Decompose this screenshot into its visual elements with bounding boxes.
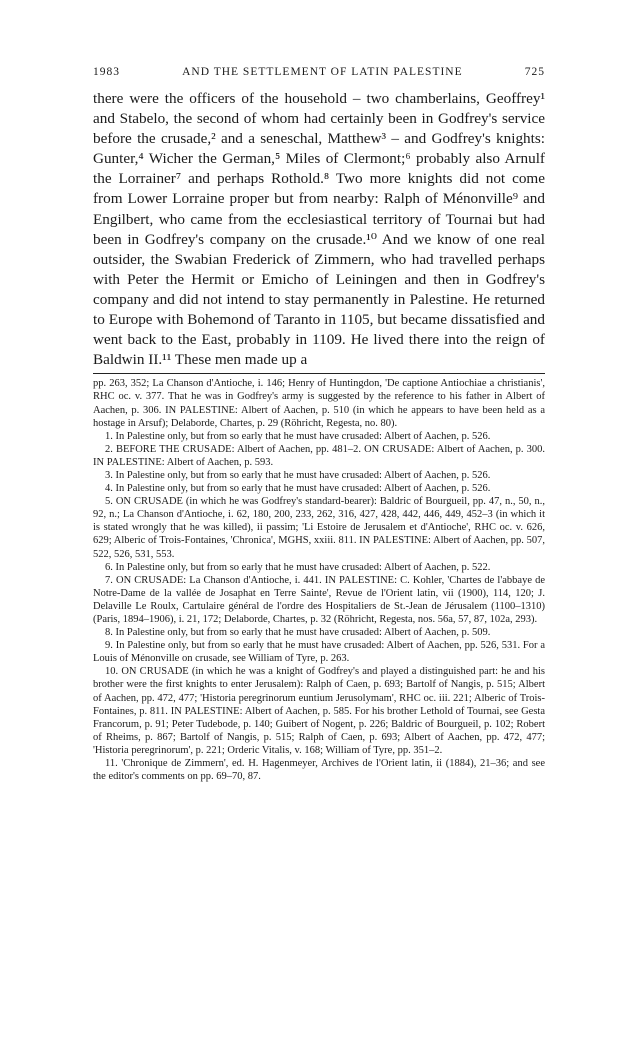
footnote-continuation: pp. 263, 352; La Chanson d'Antioche, i. 146; Henry of Huntingdon, 'De captione Antiochiae a christianis', RHC oc. v. 377. That he was in Godfrey's army is suggested by the reference to his father in Albert of Aachen, p. 306. IN PALESTINE: Albert of Aachen, p. 510 (in which he appears to have been held as a hostage in Arsuf); Delaborde, Chartes, p. 29 (Röhricht, Regesta, no. 80). — [93, 378, 545, 429]
footnote-4: 4. In Palestine only, but from so early that he must have crusaded: Albert of Aachen, p. 526. — [105, 483, 491, 495]
footnote-9: 9. In Palestine only, but from so early that he must have crusaded: Albert of Aachen, pp. 526, 531. For a Louis of Ménonville on crusade, see William of Tyre, p. 263. — [93, 640, 545, 665]
main-text — [93, 89, 545, 370]
footnote-5: 5. ON CRUSADE (in which he was Godfrey's standard-bearer): Baldric of Bourgueil, pp. 47, n., 50, n., 92, n.; La Chanson d'Antioche, i. 62, 180, 200, 233, 262, 316, 427, 428, 442, 446, 449, 452–3 (in which it is stated wrongly that he was killed), ii passim; 'Li Estoire de Jerusalem et d'Antioche', RHC oc. v. 626, 629; Alberic of Trois-Fontaines, 'Chronica', MGHS, xxiii. 811. IN PALESTINE: Albert of Aachen, pp. 507, 522, 526, 531, 553. — [93, 496, 545, 560]
running-head — [93, 66, 545, 86]
page-number: 725 — [524, 66, 545, 78]
footnote-6: 6. In Palestine only, but from so early that he must have crusaded: Albert of Aachen, p. 522. — [105, 561, 491, 573]
footnote-1: 1. In Palestine only, but from so early that he must have crusaded: Albert of Aachen, p. 526. — [105, 430, 491, 442]
main-paragraph: there were the officers of the household – two chamberlains, Geoffrey¹ and Stabelo, the second of whom had certainly been in Godfrey's service before the crusade,² and a seneschal, Matthew³ – and Godfrey's knights: Gunter,⁴ Wicher the German,⁵ Miles of Clermont;⁶ probably also Arnulf the Lorrainer⁷ and perhaps Rothold.⁸ Two more knights did not come from Lower Lorraine proper but from nearby: Ralph of Ménonville⁹ and Engilbert, who came from the ecclesiastical territory of Tournai but had been in Godfrey's company on the crusade.¹⁰ And we know of one real outsider, the Swabian Frederick of Zimmern, who had travelled perhaps with Peter the Hermit or Emicho of Leiningen and then in Godfrey's company and did not intend to stay permanently in Palestine. He returned to Europe with Bohemond of Taranto in 1105, but became dissatisfied and went back to the East, probably in 1109. He lived there into the reign of Baldwin II.¹¹ These men made up a — [93, 90, 545, 369]
page — [93, 66, 545, 783]
running-head-title: AND THE SETTLEMENT OF LATIN PALESTINE — [182, 66, 463, 78]
footnotes — [93, 377, 545, 783]
footnote-2: 2. BEFORE THE CRUSADE: Albert of Aachen, pp. 481–2. ON CRUSADE: Albert of Aachen, p. 300. IN PALESTINE: Albert of Aachen, p. 593. — [93, 443, 545, 468]
footnote-11: 11. 'Chronique de Zimmern', ed. H. Hagenmeyer, Archives de l'Orient latin, ii (1884), 21–36; and see the editor's comments on pp. 69–70, 87. — [93, 758, 545, 783]
footnote-10: 10. ON CRUSADE (in which he was a knight of Godfrey's and played a distinguished part: he and his brother were the first knights to enter Jerusalem): Ralph of Caen, p. 693; Bartolf of Nangis, p. 515; Albert of Aachen, pp. 472, 477; 'Historia peregrinorum euntium Jerusolymam', RHC oc. iii. 221; Alberic of Trois-Fontaines, p. 811. IN PALESTINE: Albert of Aachen, p. 585. For his brother Lethold of Tournai, see Gesta Francorum, p. 91; Peter Tudebode, p. 140; Guibert of Nogent, p. 226; Baldric of Bourgueil, p. 102; Robert of Rheims, p. 867; Bartolf of Nangis, p. 515; Ralph of Caen, p. 693; Albert of Aachen, pp. 472, 477; 'Historia peregrinorum', p. 221; Orderic Vitalis, v. 168; William of Tyre, pp. 351–2. — [93, 666, 545, 756]
footnote-7: 7. ON CRUSADE: La Chanson d'Antioche, i. 441. IN PALESTINE: C. Kohler, 'Chartes de l'abbaye de Notre-Dame de la vallée de Josaphat en Terre Sainte', Revue de l'Orient latin, vii (1900), 114, 120; J. Delaville Le Roulx, Cartulaire général de l'ordre des Hospitaliers de St.-Jean de Jérusalem (1100–1310) (Paris, 1894–1906), i. 21, 172; Delaborde, Chartes, p. 32 (Röhricht, Regesta, nos. 56a, 57, 87, 102a, 293). — [93, 574, 545, 625]
footnote-rule — [93, 373, 545, 374]
running-head-year: 1983 — [93, 66, 120, 78]
footnote-8: 8. In Palestine only, but from so early that he must have crusaded: Albert of Aachen, p. 509. — [105, 627, 491, 639]
footnote-3: 3. In Palestine only, but from so early that he must have crusaded: Albert of Aachen, p. 526. — [105, 469, 491, 481]
